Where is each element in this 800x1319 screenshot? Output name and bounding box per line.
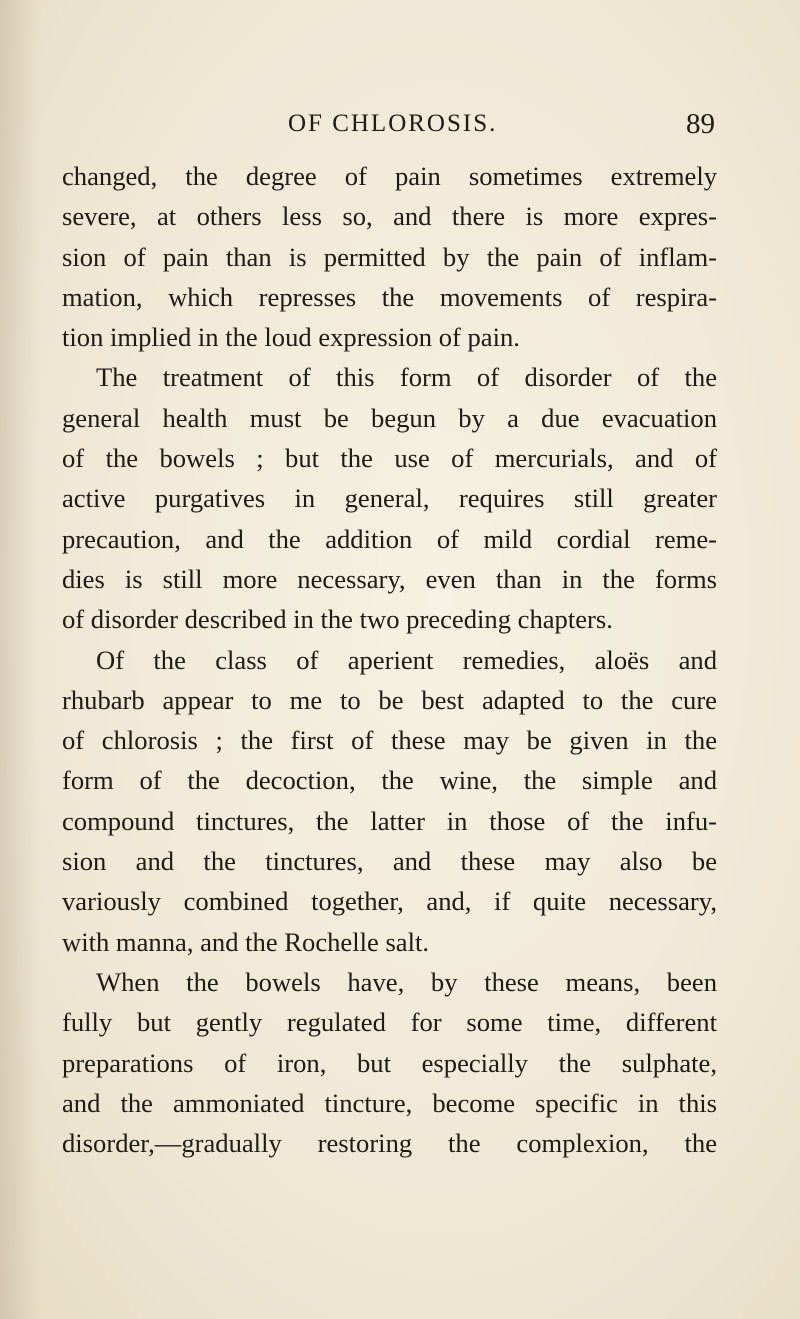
text-line: severe, at others less so, and there is more expres- (62, 201, 717, 232)
text-line: and the ammoniated tincture, become specific in this (62, 1087, 717, 1118)
text-line: precaution, and the addition of mild cordial reme- (62, 523, 717, 554)
body-text (62, 156, 717, 1163)
running-title: OF CHLOROSIS. (288, 110, 498, 137)
text-line: of the bowels ; but the use of mercurials, and of (62, 443, 717, 474)
text-line: sion and the tinctures, and these may also be (62, 846, 717, 877)
text-line: rhubarb appear to me to be best adapted to the cure (62, 684, 717, 715)
text-line: variously combined together, and, if quite necessary, (62, 886, 717, 917)
text-line: dies is still more necessary, even than in the forms (62, 563, 717, 594)
text-line: The treatment of this form of disorder of the (96, 362, 717, 393)
text-line: preparations of iron, but especially the sulphate, (62, 1047, 717, 1078)
text-line: compound tinctures, the latter in those of the infu- (62, 805, 717, 836)
text-line: sion of pain than is permitted by the pain of inflam- (62, 241, 717, 272)
text-line: general health must be begun by a due evacuation (62, 402, 717, 433)
text-line: changed, the degree of pain sometimes extremely (62, 161, 717, 191)
running-head (60, 104, 715, 144)
text-line: When the bowels have, by these means, been (96, 966, 717, 997)
text-line: form of the decoction, the wine, the simple and (62, 765, 717, 796)
text-line: Of the class of aperient remedies, aloës and (96, 644, 717, 675)
text-line: with manna, and the Rochelle salt. (62, 926, 430, 957)
page-number: 89 (686, 108, 715, 140)
text-line: tion implied in the loud expression of pain. (62, 322, 520, 353)
text-line: active purgatives in general, requires still greater (62, 483, 717, 514)
text-line: fully but gently regulated for some time, different (62, 1007, 717, 1038)
text-line: of chlorosis ; the first of these may be given in the (62, 725, 717, 756)
text-line: of disorder described in the two preceding chapters. (62, 604, 613, 635)
text-line: disorder,—gradually restoring the complexion, the (62, 1128, 717, 1159)
text-line: mation, which represses the movements of respira- (62, 281, 717, 312)
